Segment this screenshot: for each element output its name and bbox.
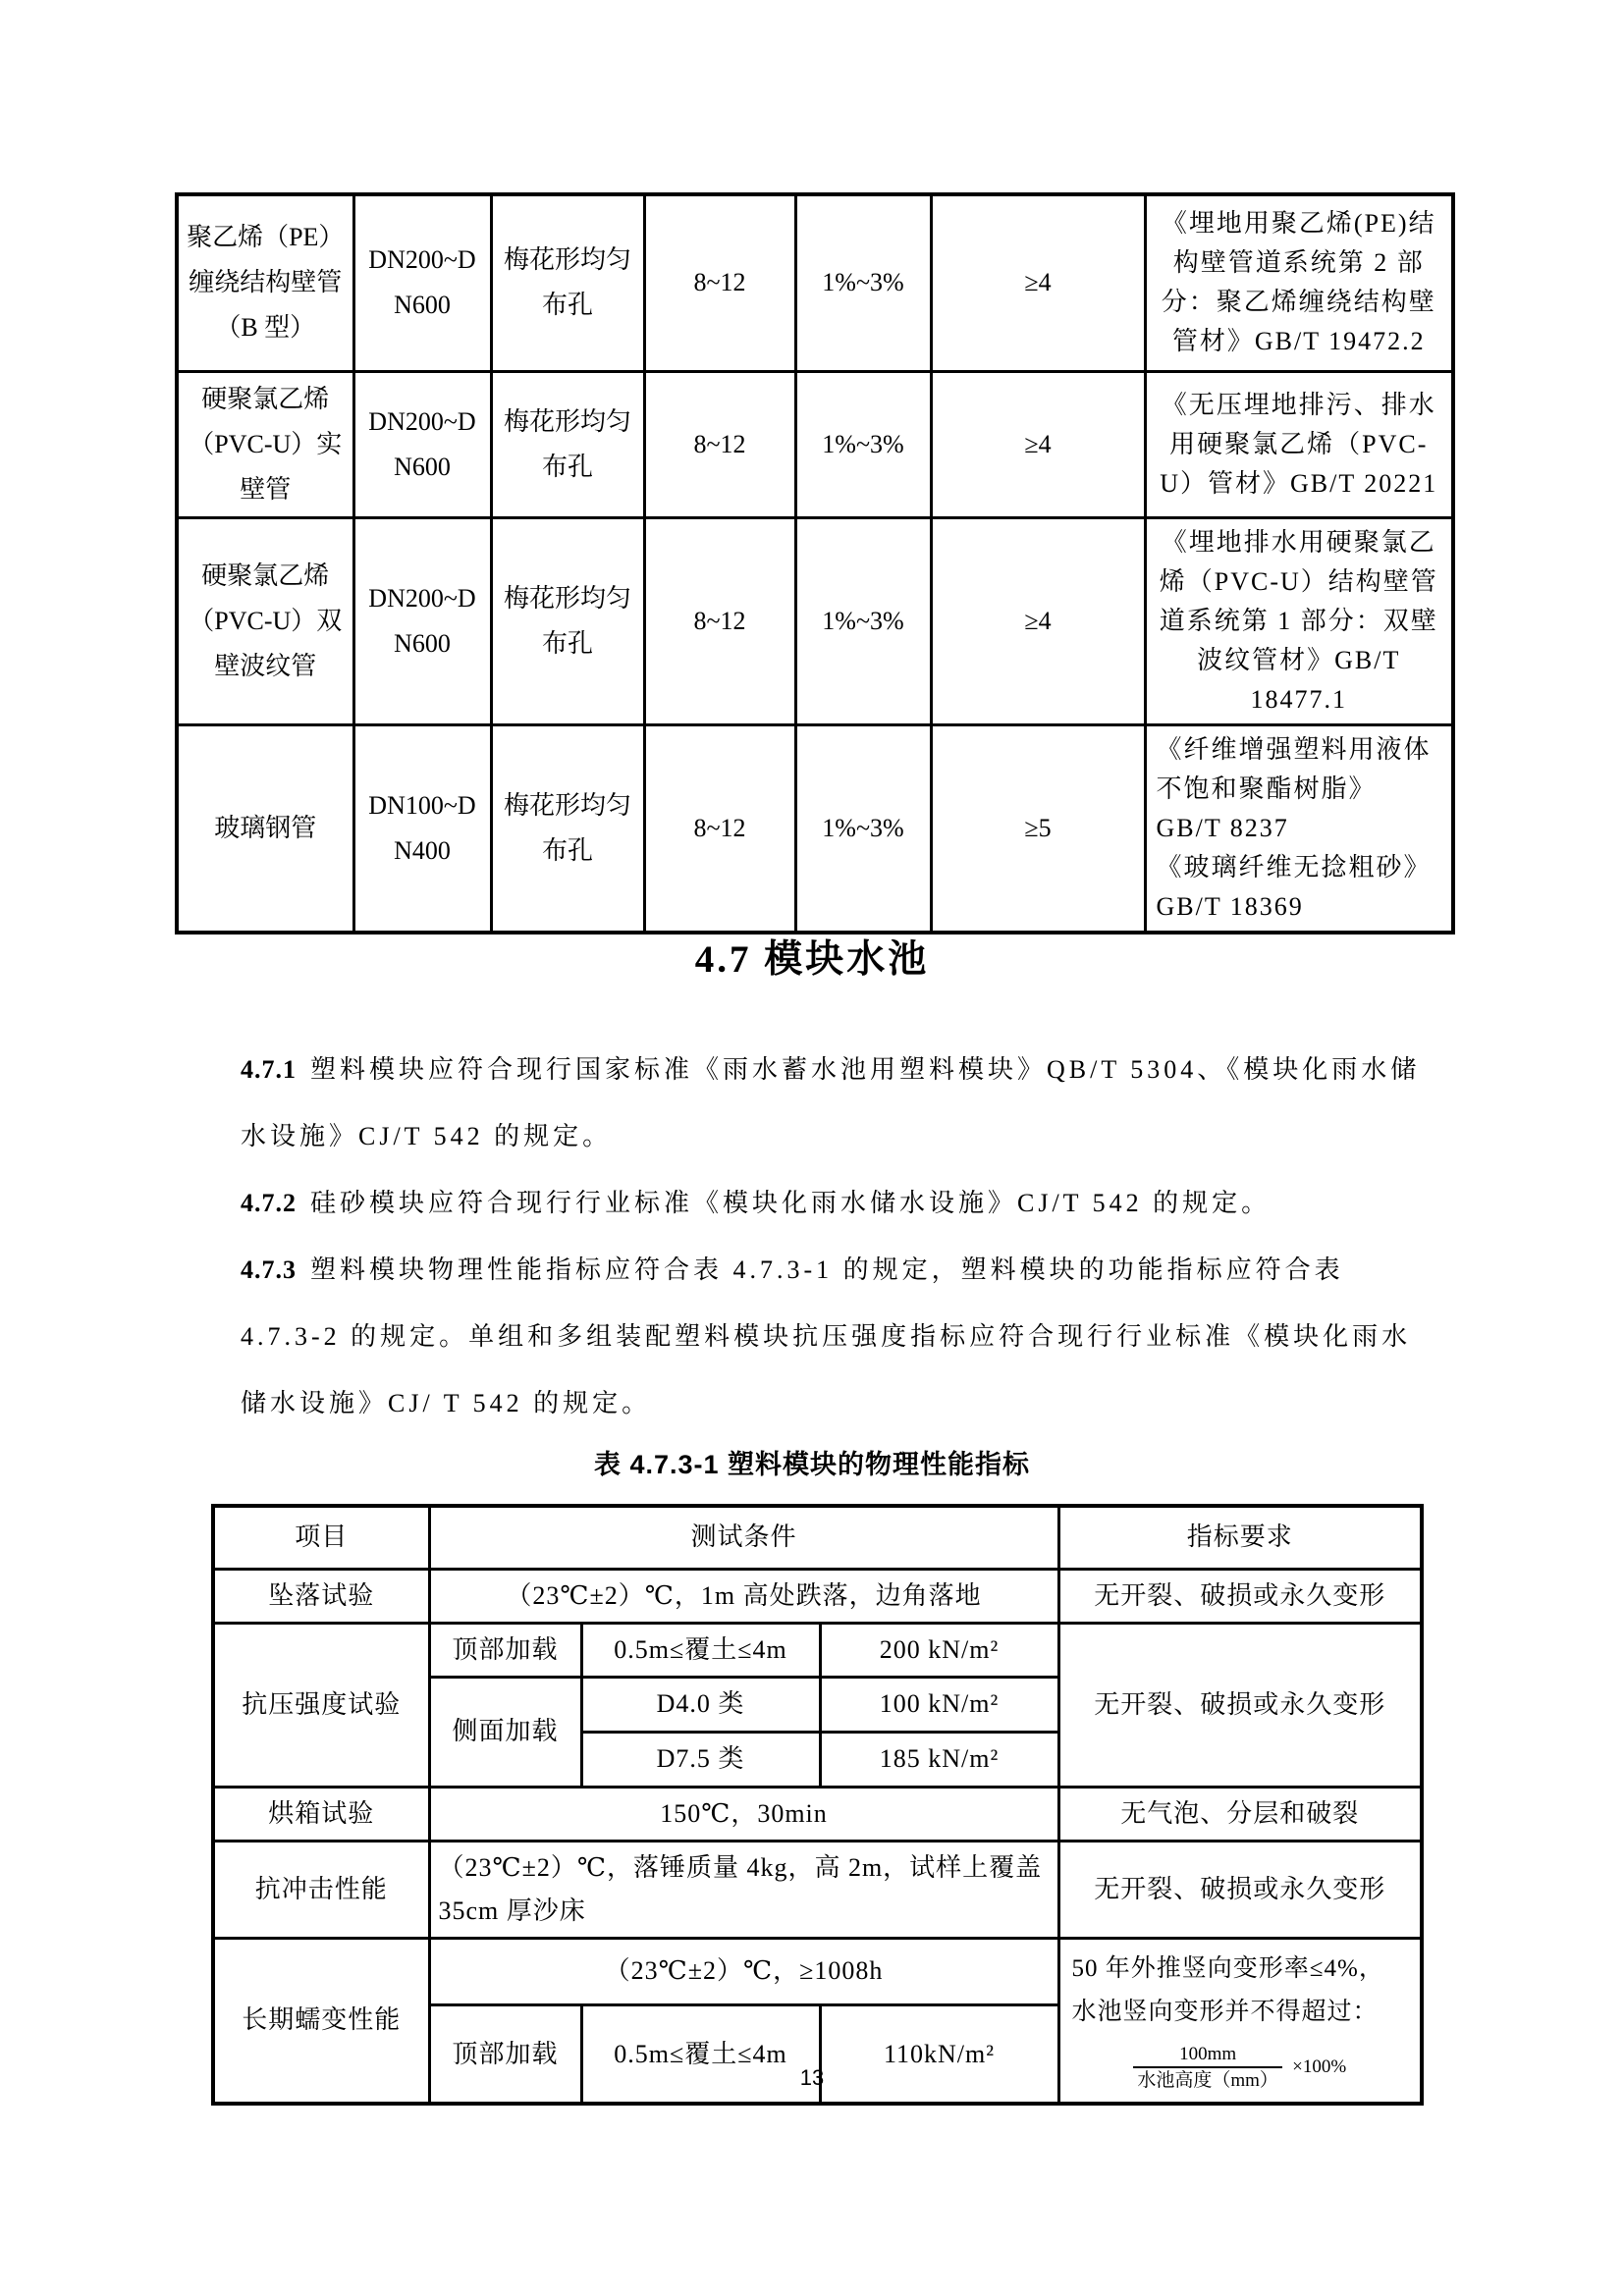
header-condition-cell: 测试条件 — [429, 1506, 1058, 1569]
condition-cell: 0.5m≤覆土≤4m — [581, 2005, 820, 2104]
standard-cell — [1145, 724, 1453, 933]
fraction-numerator: 100mm — [1133, 2042, 1282, 2069]
dn-range-cell: DN200~DN600 — [353, 194, 491, 371]
load-direction-cell: 侧面加载 — [429, 1677, 581, 1787]
standard-text: 《纤维增强塑料用液体不饱和聚酯树脂》GB/T 8237 — [1156, 734, 1432, 842]
material-cell: 聚乙烯（PE）缠绕结构壁管（B 型） — [177, 194, 353, 371]
clause-text: 塑料模块应符合现行国家标准《雨水蓄水池用塑料模块》QB/T 5304、《模块化雨水储水设施》CJ/T 542 的规定。 — [241, 1055, 1421, 1150]
spacing-cell: 8~12 — [644, 724, 795, 933]
table-row-oven-test — [213, 1787, 1422, 1841]
clause-number: 4.7.3 — [241, 1255, 297, 1284]
table-row-compression-top — [213, 1623, 1422, 1677]
header-item-cell: 项目 — [213, 1506, 429, 1569]
opening-ratio-cell: 1%~3% — [795, 517, 931, 724]
requirement-cell: 无气泡、分层和破裂 — [1058, 1787, 1422, 1841]
condition-cell: D7.5 类 — [581, 1732, 820, 1787]
spacing-cell: 8~12 — [644, 194, 795, 371]
clause-number: 4.7.1 — [241, 1055, 297, 1084]
hole-pattern-cell: 梅花形均匀布孔 — [491, 371, 644, 517]
spacing-cell: 8~12 — [644, 517, 795, 724]
section-heading: 4.7 模块水池 — [694, 938, 930, 981]
material-cell: 硬聚氯乙烯（PVC-U）实壁管 — [177, 371, 353, 517]
hole-pattern-cell: 梅花形均匀布孔 — [491, 724, 644, 933]
clause-4-7-3 — [241, 1237, 1431, 1437]
standard-cell — [1145, 371, 1453, 517]
requirement-cell: 无开裂、破损或永久变形 — [1058, 1569, 1422, 1623]
table-row-drop-test — [213, 1569, 1422, 1623]
dn-range-cell: DN200~DN600 — [353, 371, 491, 517]
hole-pattern-cell: 梅花形均匀布孔 — [491, 194, 644, 371]
dn-range-cell: DN200~DN600 — [353, 517, 491, 724]
opening-ratio-cell: 1%~3% — [795, 371, 931, 517]
ring-stiffness-cell: ≥4 — [931, 517, 1145, 724]
pipe-standards-table — [175, 192, 1455, 934]
value-cell: 100 kN/m² — [820, 1677, 1058, 1732]
table-row — [177, 724, 1453, 933]
condition-cell: 0.5m≤覆土≤4m — [581, 1623, 820, 1677]
clause-number: 4.7.2 — [241, 1189, 297, 1217]
table-header-row — [213, 1506, 1422, 1569]
load-direction-cell: 顶部加载 — [429, 2005, 581, 2104]
item-cell: 坠落试验 — [213, 1569, 429, 1623]
table-caption: 表 4.7.3-1 塑料模块的物理性能指标 — [593, 1450, 1031, 1479]
spacing-cell: 8~12 — [644, 371, 795, 517]
table-row — [177, 517, 1453, 724]
clauses-block — [241, 1037, 1431, 1437]
clause-text: 塑料模块物理性能指标应符合表 4.7.3-1 的规定，塑料模块的功能指标应符合表 4.7.3-2 的规定。单组和多组装配塑料模块抗压强度指标应符合现行行业标准《模块化雨水储水设施》CJ/ T 542 的规定。 — [241, 1255, 1412, 1417]
table-row — [177, 371, 1453, 517]
page-number: 13 — [799, 2065, 825, 2090]
condition-cell: 150℃，30min — [429, 1787, 1058, 1841]
requirement-cell: 无开裂、破损或永久变形 — [1058, 1841, 1422, 1938]
standard-text: 《无压埋地排污、排水用硬聚氯乙烯（PVC-U）管材》GB/T 20221 — [1160, 390, 1438, 498]
standard-text: 《埋地用聚乙烯(PE)结构壁管道系统第 2 部分：聚乙烯缠绕结构壁管材》GB/T 19472.2 — [1161, 209, 1436, 356]
item-cell: 烘箱试验 — [213, 1787, 429, 1841]
table-row-creep-condition — [213, 1938, 1422, 2005]
condition-cell: （23℃±2）℃，≥1008h — [429, 1938, 1058, 2005]
hole-pattern-cell: 梅花形均匀布孔 — [491, 517, 644, 724]
dn-range-cell: DN100~DN400 — [353, 724, 491, 933]
opening-ratio-cell: 1%~3% — [795, 194, 931, 371]
load-direction-cell: 顶部加载 — [429, 1623, 581, 1677]
item-cell: 长期蠕变性能 — [213, 1938, 429, 2104]
fraction-suffix: ×100% — [1292, 2056, 1347, 2078]
standard-text: 《埋地排水用硬聚氯乙烯（PVC-U）结构壁管道系统第 1 部分：双壁波纹管材》GB/T 18477.1 — [1159, 527, 1438, 714]
ring-stiffness-cell: ≥4 — [931, 371, 1145, 517]
value-cell: 185 kN/m² — [820, 1732, 1058, 1787]
fraction-denominator: 水池高度（mm） — [1137, 2070, 1278, 2092]
module-performance-table — [211, 1504, 1424, 2106]
standard-cell — [1145, 194, 1453, 371]
condition-cell: （23℃±2）℃，1m 高处跌落，边角落地 — [429, 1569, 1058, 1623]
clause-4-7-1 — [241, 1037, 1431, 1170]
standard-cell — [1145, 517, 1453, 724]
item-cell: 抗压强度试验 — [213, 1623, 429, 1787]
requirement-text: 50 年外推竖向变形率≤4%，水池竖向变形并不得超过： — [1071, 1954, 1384, 2025]
clause-4-7-2 — [241, 1170, 1431, 1237]
standard-text: 《玻璃纤维无捻粗砂》GB/T 18369 — [1156, 852, 1432, 921]
table-row-impact-test — [213, 1841, 1422, 1938]
value-cell: 110kN/m² — [820, 2005, 1058, 2104]
table-row — [177, 194, 1453, 371]
opening-ratio-cell: 1%~3% — [795, 724, 931, 933]
ring-stiffness-cell: ≥5 — [931, 724, 1145, 933]
value-cell: 200 kN/m² — [820, 1623, 1058, 1677]
material-cell: 玻璃钢管 — [177, 724, 353, 933]
condition-cell: （23℃±2）℃，落锤质量 4kg，高 2m，试样上覆盖 35cm 厚沙床 — [429, 1841, 1058, 1938]
material-cell: 硬聚氯乙烯（PVC-U）双壁波纹管 — [177, 517, 353, 724]
item-cell: 抗冲击性能 — [213, 1841, 429, 1938]
condition-cell: D4.0 类 — [581, 1677, 820, 1732]
clause-text: 硅砂模块应符合现行行业标准《模块化雨水储水设施》CJ/T 542 的规定。 — [310, 1189, 1272, 1217]
requirement-cell: 无开裂、破损或永久变形 — [1058, 1623, 1422, 1787]
ring-stiffness-cell: ≥4 — [931, 194, 1145, 371]
header-requirement-cell: 指标要求 — [1058, 1506, 1422, 1569]
